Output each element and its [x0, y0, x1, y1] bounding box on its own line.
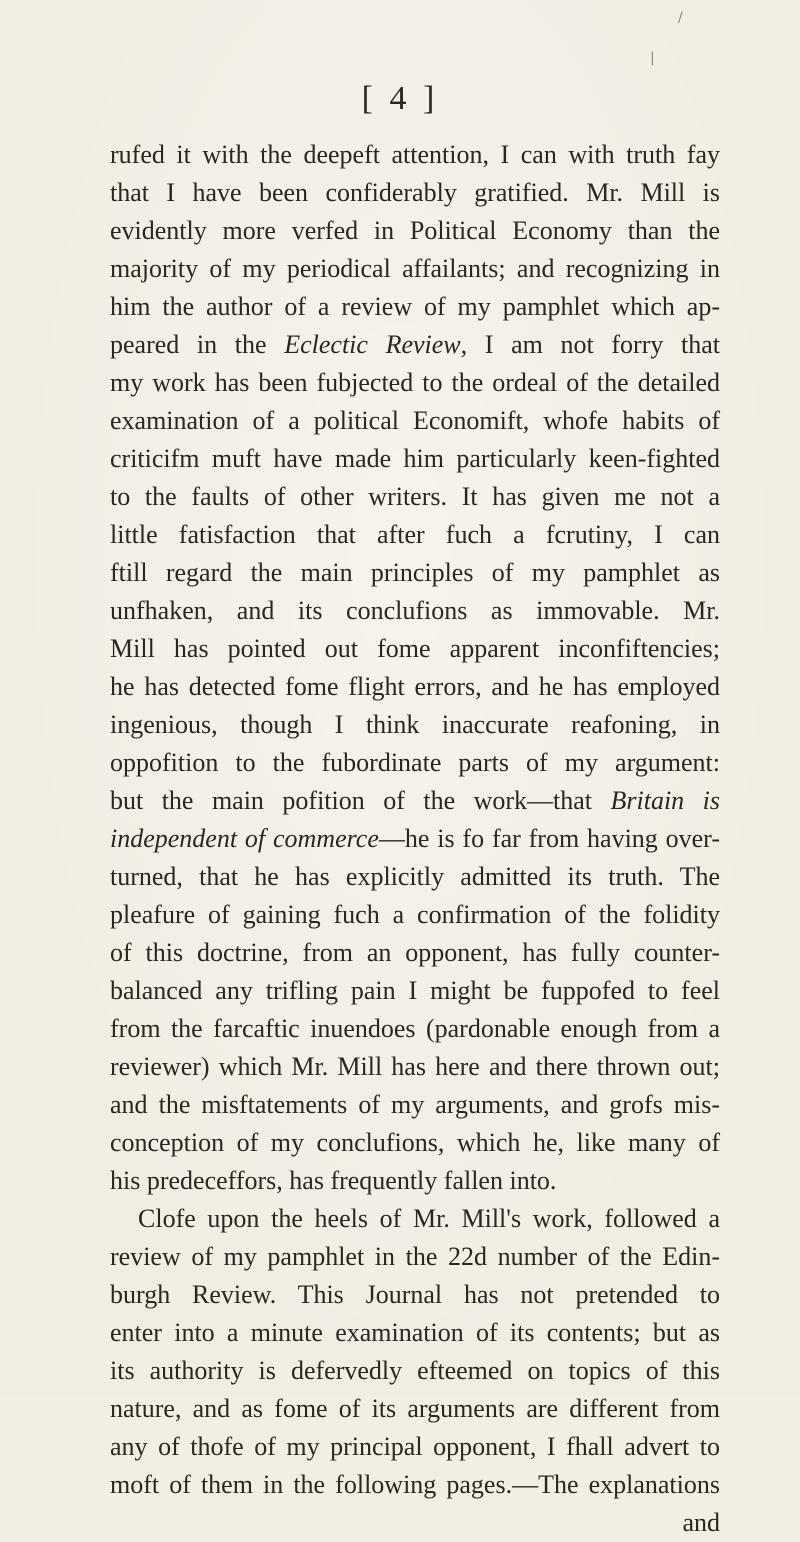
text-line: Clofe upon the heels of Mr. Mill's work, followed a: [138, 1204, 720, 1233]
text-line: peared in the Eclectic Review, I am not forry that: [110, 330, 721, 359]
page-number: [ 4 ]: [361, 80, 439, 117]
text-line: unfhaken, and its conclufions as immovable. Mr.: [110, 596, 720, 625]
text-line: to the faults of other writers. It has given me not a: [110, 482, 720, 511]
text-line: ftill regard the main principles of my pamphlet as: [110, 558, 720, 587]
text-line: ingenious, though I think inaccurate reafoning, in: [110, 710, 720, 739]
text-line: enter into a minute examination of its contents; but as: [110, 1318, 720, 1347]
text-line: burgh Review. This Journal has not pretended to: [110, 1280, 720, 1309]
text-line: turned, that he has explicitly admitted its truth. The: [110, 862, 720, 891]
text-line: nature, and as fome of its arguments are different from: [110, 1394, 720, 1423]
margin-mark-bar: |: [650, 50, 655, 66]
text-line: balanced any trifling pain I might be fuppofed to feel: [110, 976, 720, 1005]
text-line: of this doctrine, from an opponent, has fully counter-: [110, 938, 720, 967]
text-line: from the farcaftic inuendoes (pardonable enough from a: [110, 1014, 720, 1043]
text-line: its authority is defervedly efteemed on topics of this: [110, 1356, 720, 1385]
catchword: and: [682, 1508, 720, 1537]
text-line: him the author of a review of my pamphlet which ap-: [110, 292, 720, 321]
margin-mark-slash: /: [678, 10, 683, 26]
text-line: moft of them in the following pages.—The explanations: [110, 1470, 720, 1499]
text-line: examination of a political Economift, whofe habits of: [110, 406, 720, 435]
text-line: evidently more verfed in Political Economy than the: [110, 216, 720, 245]
text-line: oppofition to the fubordinate parts of my argument:: [110, 748, 720, 777]
text-line: pleafure of gaining fuch a confirmation of the folidity: [110, 900, 720, 929]
text-line: any of thofe of my principal opponent, I fhall advert to: [110, 1432, 720, 1461]
text-line: review of my pamphlet in the 22d number of the Edin-: [110, 1242, 720, 1271]
text-line: but the main pofition of the work—that Britain is: [110, 786, 720, 815]
text-line: rufed it with the deepeft attention, I can with truth fay: [110, 140, 720, 169]
text-line: little fatisfaction that after fuch a fcrutiny, I can: [110, 520, 720, 549]
text-line: majority of my periodical affailants; and recognizing in: [110, 254, 720, 283]
text-line: independent of commerce—he is fo far from having over-: [110, 824, 720, 853]
text-line: and the misftatements of my arguments, and grofs mis-: [110, 1090, 720, 1119]
text-line: conception of my conclufions, which he, like many of: [110, 1128, 720, 1157]
text-line: criticifm muft have made him particularly keen-fighted: [110, 444, 720, 473]
text-line: he has detected fome flight errors, and he has employed: [110, 672, 720, 701]
text-line: his predeceffors, has frequently fallen into.: [110, 1166, 557, 1195]
text-line: that I have been confiderably gratified. Mr. Mill is: [110, 178, 720, 207]
text-line: Mill has pointed out fome apparent inconfiftencies;: [110, 634, 720, 663]
text-line: my work has been fubjected to the ordeal of the detailed: [110, 368, 720, 397]
body-text: [110, 136, 720, 1542]
text-line: reviewer) which Mr. Mill has here and there thrown out;: [110, 1052, 720, 1081]
